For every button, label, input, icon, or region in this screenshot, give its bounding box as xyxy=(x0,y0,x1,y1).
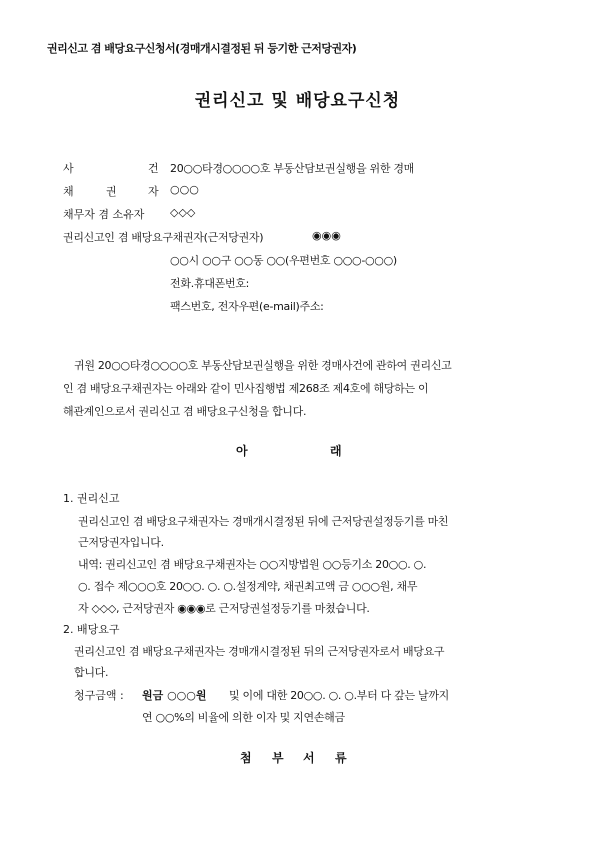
creditor-value: ○○○ xyxy=(170,183,199,196)
claim-rest: 및 이에 대한 20○○. ○. ○.부터 다 갚는 날까지 xyxy=(229,689,449,702)
attachments-heading-char: 첨 xyxy=(240,751,252,765)
case-value: 20○○타경○○○○호 부동산담보권실행을 위한 경매 xyxy=(170,162,414,175)
section1-line: 내역: 권리신고인 겸 배당요구채권자는 ○○지방법원 ○○등기소 20○○. ○. xyxy=(78,558,427,571)
intro-line: 인 겸 배당요구채권자는 아래와 같이 민사집행법 제268조 제4호에 해당하는 이 xyxy=(63,382,429,395)
document-title: 권리신고 및 배당요구신청 xyxy=(194,91,401,111)
debtor-value: ◇◇◇ xyxy=(170,206,196,219)
case-label-char-2: 건 xyxy=(148,162,159,175)
section2-line: 권리신고인 겸 배당요구채권자는 경매개시결정된 뒤의 근저당권자로서 배당요구 xyxy=(74,645,445,658)
claimant-label: 권리신고인 겸 배당요구채권자(근저당권자) xyxy=(63,231,264,244)
section1-line: ○. 접수 제○○○호 20○○. ○. ○.설정계약, 채권최고액 금 ○○○원, 채무 xyxy=(78,580,418,593)
section1-line: 근저당권자입니다. xyxy=(78,536,164,549)
claimant-address: ○○시 ○○구 ○○동 ○○(우편번호 ○○○-○○○) xyxy=(170,254,397,267)
creditor-label-char-3: 자 xyxy=(148,185,159,198)
claim-amount-label: 청구금액 : xyxy=(74,689,124,702)
intro-line: 귀원 20○○타경○○○○호 부동산담보권실행을 위한 경매사건에 관하여 권리신고 xyxy=(74,359,452,372)
section1-line: 자 ◇◇◇, 근저당권자 ◉◉◉로 근저당권설정등기를 마쳤습니다. xyxy=(78,602,370,615)
claimant-fax: 팩스번호, 전자우편(e-mail)주소: xyxy=(170,300,324,313)
attachments-heading-char: 서 xyxy=(303,751,315,765)
claim-interest-line: 연 ○○%의 비율에 의한 이자 및 지연손해금 xyxy=(142,711,345,724)
claimant-phone: 전화․휴대폰번호: xyxy=(170,277,250,290)
document-header: 권리신고 겸 배당요구신청서(경매개시결정된 뒤 등기한 근저당권자) xyxy=(47,42,357,55)
creditor-label-char-1: 채 xyxy=(63,185,74,198)
section2-heading: 2. 배당요구 xyxy=(63,623,120,636)
section1-line: 권리신고인 겸 배당요구채권자는 경매개시결정된 뒤에 근저당권설정등기를 마친 xyxy=(78,515,449,528)
claim-principal: 원금 ○○○원 xyxy=(142,689,207,702)
section1-heading: 1. 권리신고 xyxy=(63,492,120,505)
case-label-char-1: 사 xyxy=(63,162,74,175)
debtor-label: 채무자 겸 소유자 xyxy=(63,208,145,221)
attachments-heading-char: 류 xyxy=(335,751,347,765)
intro-line: 해관계인으로서 권리신고 겸 배당요구신청을 합니다. xyxy=(63,405,307,418)
section2-line: 합니다. xyxy=(74,666,109,679)
attachments-heading-char: 부 xyxy=(272,751,284,765)
below-heading-right: 래 xyxy=(330,444,342,458)
below-heading-left: 아 xyxy=(236,444,248,458)
claimant-name: ◉◉◉ xyxy=(312,229,341,242)
creditor-label-char-2: 권 xyxy=(106,185,117,198)
